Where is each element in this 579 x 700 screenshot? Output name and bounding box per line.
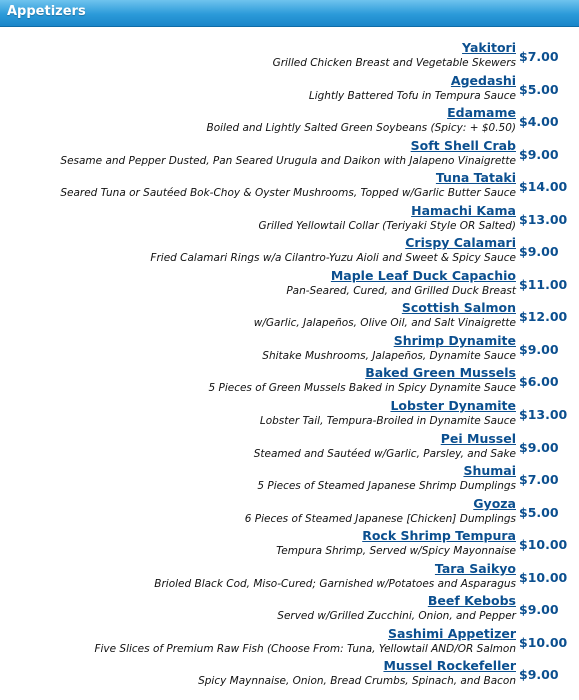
item-name-link[interactable]: Scottish Salmon: [401, 300, 516, 316]
menu-item: [0, 105, 579, 138]
item-name-link[interactable]: Shumai: [463, 463, 516, 479]
item-description: w/Garlic, Jalapeños, Olive Oil, and Salt Vinaigrette: [253, 317, 516, 330]
item-price: $9.00: [519, 146, 559, 162]
item-price: $7.00: [519, 49, 559, 64]
item-price: $10.00: [519, 537, 568, 553]
menu-item: [0, 365, 579, 398]
item-name-link[interactable]: Rock Shrimp Tempura: [362, 528, 516, 544]
item-description: Lobster Tail, Tempura-Broiled in Dynamite Sauce: [259, 415, 516, 428]
item-description: Spicy Maynnaise, Onion, Bread Crumbs, Spinach, and Bacon: [198, 675, 516, 688]
item-name-link[interactable]: Agedashi: [450, 72, 516, 88]
menu-item: [0, 73, 579, 106]
item-price: $9.00: [519, 244, 559, 260]
item-price: $9.00: [519, 439, 559, 455]
item-price: $5.00: [519, 81, 559, 97]
item-name-link[interactable]: Mussel Rockefeller: [383, 658, 516, 674]
item-price: $9.00: [519, 667, 559, 683]
item-price: $13.00: [519, 407, 568, 423]
menu-item: [0, 40, 579, 73]
item-description: 5 Pieces of Steamed Japanese Shrimp Dumplings: [257, 480, 516, 493]
item-name-link[interactable]: Pei Mussel: [440, 430, 516, 446]
item-price: $10.00: [519, 569, 568, 585]
menu-item: [0, 658, 579, 691]
menu-item: [0, 561, 579, 594]
item-name-link[interactable]: Beef Kebobs: [427, 593, 516, 609]
item-description: Boiled and Lightly Salted Green Soybeans (Spicy: + $0.50): [206, 122, 516, 135]
item-name-link[interactable]: Gyoza: [473, 495, 516, 511]
menu-item: [0, 300, 579, 333]
item-description: Served w/Grilled Zucchini, Onion, and Pepper: [277, 610, 516, 623]
item-name-link[interactable]: Hamachi Kama: [411, 202, 516, 218]
item-price: $5.00: [519, 504, 559, 520]
item-price: $11.00: [519, 276, 568, 292]
item-name-link[interactable]: Yakitori: [462, 40, 516, 55]
section-header: [0, 0, 579, 27]
item-price: $14.00: [519, 179, 568, 195]
item-description: Tempura Shrimp, Served w/Spicy Mayonnaise: [276, 545, 516, 558]
item-price: $9.00: [519, 341, 559, 357]
item-description: Lightly Battered Tofu in Tempura Sauce: [308, 89, 516, 102]
item-price: $4.00: [519, 114, 559, 130]
item-description: Seared Tuna or Sautéed Bok-Choy & Oyster Mushrooms, Topped w/Garlic Butter Sauce: [60, 187, 516, 200]
menu-item: [0, 593, 579, 626]
item-description: Grilled Chicken Breast and Vegetable Skewers: [272, 57, 516, 69]
menu-item: [0, 268, 579, 301]
item-name-link[interactable]: Maple Leaf Duck Capachio: [330, 267, 516, 283]
item-description: 6 Pieces of Steamed Japanese [Chicken] Dumplings: [244, 512, 516, 525]
item-description: Pan-Seared, Cured, and Grilled Duck Breast: [286, 284, 516, 297]
item-price: $6.00: [519, 374, 559, 390]
item-description: Five Slices of Premium Raw Fish (Choose From: Tuna, Yellowtail AND/OR Salmon: [94, 642, 516, 655]
menu-item: [0, 528, 579, 561]
section-title: Appetizers: [7, 4, 86, 19]
item-name-link[interactable]: Soft Shell Crab: [410, 137, 516, 153]
menu-item: [0, 170, 579, 203]
menu-item: [0, 463, 579, 496]
menu-item: [0, 431, 579, 464]
menu-item: [0, 626, 579, 659]
item-price: $7.00: [519, 472, 559, 488]
menu-item: [0, 138, 579, 171]
menu-item: [0, 203, 579, 236]
item-description: 5 Pieces of Green Mussels Baked in Spicy Dynamite Sauce: [208, 382, 516, 395]
item-description: Shitake Mushrooms, Jalapeños, Dynamite Sauce: [262, 349, 516, 362]
item-name-link[interactable]: Sashimi Appetizer: [388, 625, 516, 641]
menu-item: [0, 496, 579, 529]
item-name-link[interactable]: Tuna Tataki: [435, 170, 516, 186]
item-name-link[interactable]: Baked Green Mussels: [365, 365, 516, 381]
item-name-link[interactable]: Crispy Calamari: [405, 235, 516, 251]
item-price: $9.00: [519, 602, 559, 618]
item-name-link[interactable]: Edamame: [447, 105, 516, 121]
item-name-link[interactable]: Tara Saikyo: [434, 560, 516, 576]
item-price: $13.00: [519, 211, 568, 227]
menu-item: [0, 235, 579, 268]
item-name-link[interactable]: Shrimp Dynamite: [393, 332, 516, 348]
item-price: $10.00: [519, 634, 568, 650]
menu-list: [0, 40, 579, 691]
item-description: Sesame and Pepper Dusted, Pan Seared Urugula and Daikon with Jalapeno Vinaigrette: [60, 154, 516, 167]
menu-item: [0, 333, 579, 366]
menu-item: [0, 398, 579, 431]
item-description: Brioled Black Cod, Miso-Cured; Garnished w/Potatoes and Asparagus: [154, 577, 516, 590]
item-price: $12.00: [519, 309, 568, 325]
item-description: Steamed and Sautéed w/Garlic, Parsley, and Sake: [253, 447, 516, 460]
item-description: Fried Calamari Rings w/a Cilantro-Yuzu Aioli and Sweet & Spicy Sauce: [150, 252, 516, 265]
item-description: Grilled Yellowtail Collar (Teriyaki Style OR Salted): [258, 219, 516, 232]
item-name-link[interactable]: Lobster Dynamite: [390, 398, 516, 414]
